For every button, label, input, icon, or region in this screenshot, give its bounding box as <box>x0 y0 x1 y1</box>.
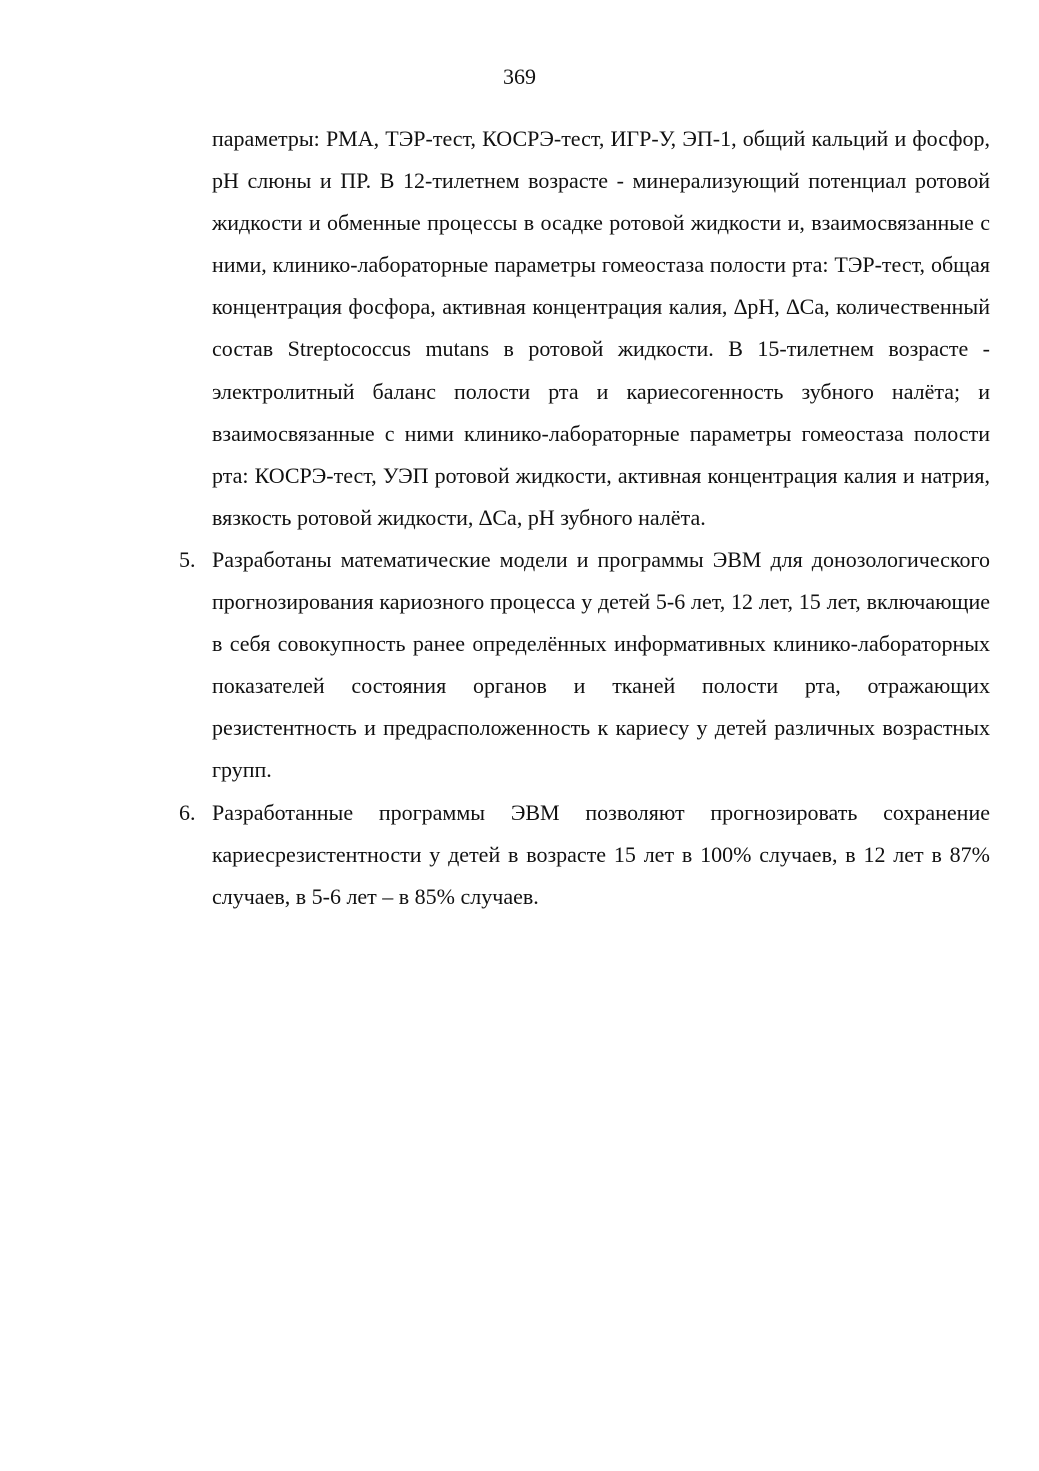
conclusions-list <box>179 539 990 918</box>
page-number: 369 <box>503 64 536 89</box>
list-item-number: 5. <box>179 546 196 572</box>
list-item-number: 6. <box>179 799 196 825</box>
document-body <box>179 118 990 918</box>
continuation-paragraph: параметры: РМА, ТЭР-тест, КОСРЭ-тест, ИГР-У, ЭП-1, общий кальций и фосфор, рН слюны и ПР. В 12-тилетнем возрасте - минерализующий потенциал ротовой жидкости и обменные процессы в осадке ротовой жидкости и, взаимосвязанные с ними, клинико-лабораторные параметры гомеостаза полости рта: ТЭР-тест, общая концентрация фосфора, активная концентрация калия, ∆рН, ∆Са, количественный состав Streptococcus mutans в ротовой жидкости. В 15-тилетнем возрасте - электролитный баланс полости рта и кариесогенность зубного налёта; и взаимосвязанные с ними клинико-лабораторные параметры гомеостаза полости рта: КОСРЭ-тест, УЭП ротовой жидкости, активная концентрация калия и натрия, вязкость ротовой жидкости, ∆Са, рН зубного налёта. <box>212 126 990 530</box>
list-item <box>179 792 990 918</box>
list-item-text: Разработанные программы ЭВМ позволяют прогнозировать сохранение кариесрезистентности у детей в возрасте 15 лет в 100% случаев, в 12 лет в 87% случаев, в 5-6 лет – в 85% случаев. <box>212 799 990 909</box>
list-item-text: Разработаны математические модели и программы ЭВМ для донозологического прогнозирования кариозного процесса у детей 5-6 лет, 12 лет, 15 лет, включающие в себя совокупность ранее определённых информативных клинико-лабораторных показателей состояния органов и тканей полости рта, отражающих резистентность и предрасположенность к кариесу у детей различных возрастных групп. <box>212 546 990 783</box>
list-item <box>179 539 990 792</box>
